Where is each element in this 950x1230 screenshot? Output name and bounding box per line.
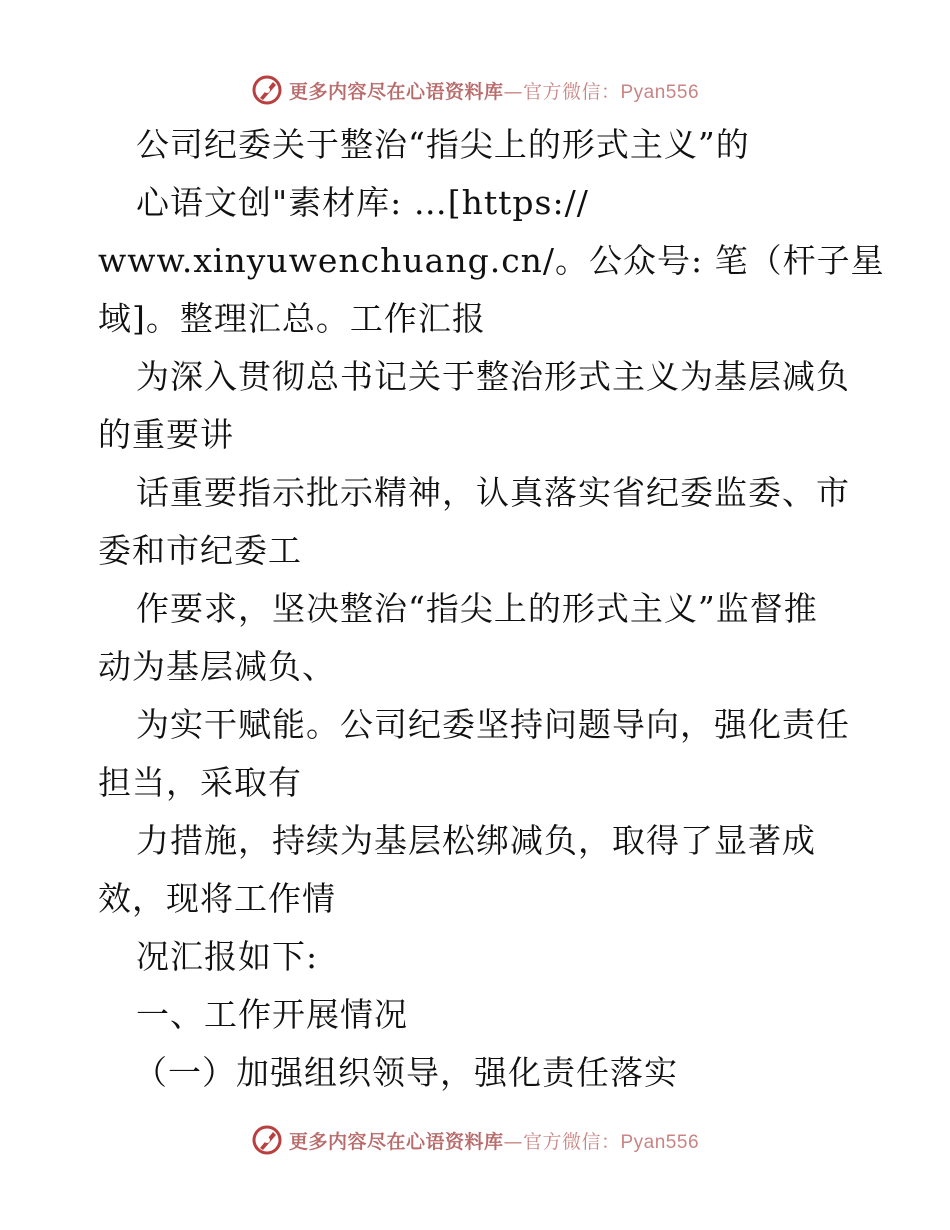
watermark-official: 官方微信： <box>522 80 621 103</box>
watermark-brand: 更多内容尽在心语资料库 <box>288 1130 504 1153</box>
watermark-text <box>289 1127 699 1154</box>
doc-line: 的重要讲 <box>98 415 234 454</box>
quill-logo-icon <box>251 1124 283 1156</box>
doc-line: 况汇报如下: <box>136 937 319 976</box>
watermark-official: 官方微信： <box>522 1130 621 1153</box>
doc-line: 动为基层减负、 <box>98 647 336 686</box>
doc-line: 委和市纪委工 <box>98 531 302 570</box>
doc-line: 域]。整理汇总。工作汇报 <box>98 299 486 338</box>
doc-line: 话重要指示批示精神，认真落实省纪委监委、市 <box>136 473 850 512</box>
doc-line: 效，现将工作情 <box>98 879 336 918</box>
footer-watermark <box>0 1120 950 1160</box>
watermark-separator: — <box>503 1130 523 1153</box>
doc-line: 为深入贯彻总书记关于整治形式主义为基层减负 <box>136 357 850 396</box>
doc-line: 心语文创"素材库: …[https:// <box>136 183 589 222</box>
doc-line: 为实干赋能。公司纪委坚持问题导向，强化责任 <box>136 705 850 744</box>
watermark-wechat-id: Pyan556 <box>620 81 700 103</box>
watermark-brand: 更多内容尽在心语资料库 <box>288 80 504 103</box>
section-heading: 一、工作开展情况 <box>136 995 408 1034</box>
doc-line: 力措施，持续为基层松绑减负，取得了显著成 <box>136 821 816 860</box>
doc-line: 作要求，坚决整治“指尖上的形式主义”监督推 <box>136 589 818 628</box>
document-body <box>98 116 885 1102</box>
watermark-text <box>289 77 699 104</box>
subsection-heading: （一）加强组织领导，强化责任落实 <box>134 1053 678 1092</box>
quill-logo-icon <box>251 74 283 106</box>
doc-line: 担当，采取有 <box>98 763 302 802</box>
header-watermark <box>0 70 950 110</box>
watermark-separator: — <box>503 80 523 103</box>
doc-line: www.xinyuwenchuang.cn/。公众号: 笔（杆子星 <box>98 241 885 280</box>
doc-title-line: 公司纪委关于整治“指尖上的形式主义”的 <box>136 125 750 164</box>
watermark-wechat-id: Pyan556 <box>620 1131 700 1153</box>
